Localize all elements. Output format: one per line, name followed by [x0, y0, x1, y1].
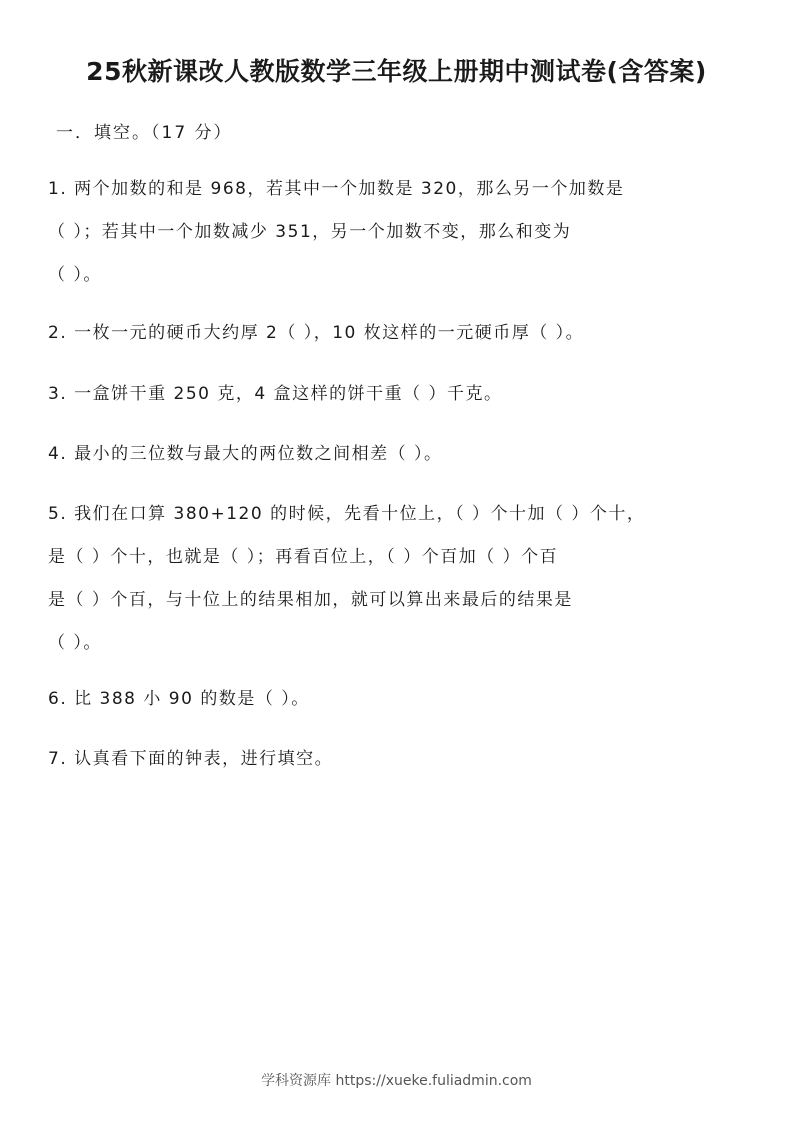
- question-line: （ ）。: [48, 633, 102, 653]
- question-7: [48, 748, 763, 791]
- question-5: [48, 503, 763, 675]
- question-line: （ ）；若其中一个加数减少 351，另一个加数不变，那么和变为: [48, 222, 572, 242]
- question-line: 4. 最小的三位数与最大的两位数之间相差（ ）。: [48, 444, 443, 464]
- question-6: [48, 688, 763, 731]
- question-line: 1. 两个加数的和是 968，若其中一个加数是 320，那么另一个加数是: [48, 179, 625, 199]
- question-1: [48, 178, 763, 307]
- question-line: 7. 认真看下面的钟表，进行填空。: [48, 749, 334, 769]
- question-line: 6. 比 388 小 90 的数是（ ）。: [48, 689, 310, 709]
- question-line: 是（ ）个十，也就是（ ）；再看百位上，（ ）个百加（ ）个百: [48, 547, 559, 567]
- question-4: [48, 443, 763, 486]
- question-line: 3. 一盒饼干重 250 克，4 盒这样的饼干重（ ）千克。: [48, 384, 503, 404]
- question-line: 是（ ）个百，与十位上的结果相加，就可以算出来最后的结果是: [48, 590, 573, 610]
- section-heading: 一．填空。（17 分）: [56, 123, 233, 143]
- question-line: 5. 我们在口算 380+120 的时候，先看十位上，（ ）个十加（ ）个十，: [48, 504, 646, 524]
- question-3: [48, 383, 763, 426]
- footer-source: 学科资源库 https://xueke.fuliadmin.com: [261, 1073, 532, 1089]
- question-line: 2. 一枚一元的硬币大约厚 2（ ），10 枚这样的一元硬币厚（ ）。: [48, 323, 585, 343]
- page-title: 25秋新课改人教版数学三年级上册期中测试卷(含答案): [86, 57, 707, 86]
- question-line: （ ）。: [48, 265, 102, 285]
- question-2: [48, 322, 763, 365]
